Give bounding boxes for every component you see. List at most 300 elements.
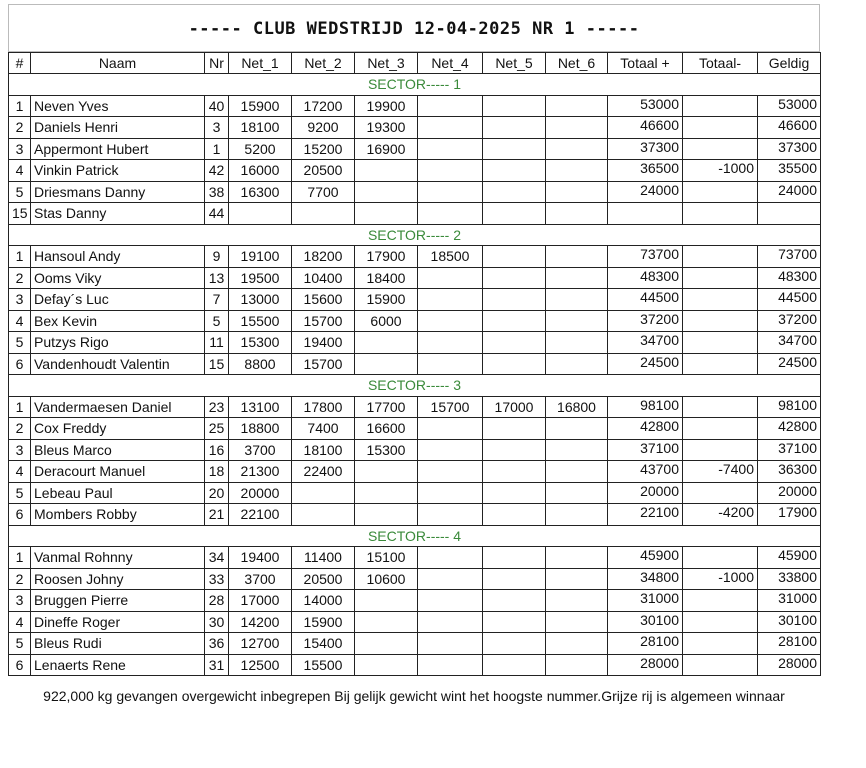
cell-valid: 98100 bbox=[758, 396, 821, 418]
header-row bbox=[9, 53, 821, 74]
col-header-net3: Net_3 bbox=[355, 53, 418, 74]
cell-valid: 48300 bbox=[758, 267, 821, 289]
cell-valid: 24500 bbox=[758, 353, 821, 375]
cell-nr: 40 bbox=[205, 95, 229, 117]
cell-total-plus: 98100 bbox=[608, 396, 683, 418]
cell-net3: 10600 bbox=[355, 568, 418, 590]
cell-net6 bbox=[546, 181, 608, 203]
cell-name: Defay´s Luc bbox=[31, 289, 205, 311]
cell-total-plus: 48300 bbox=[608, 267, 683, 289]
cell-total-plus: 28100 bbox=[608, 633, 683, 655]
table-row bbox=[9, 654, 821, 676]
cell-net4 bbox=[418, 611, 483, 633]
cell-total-minus: -4200 bbox=[683, 504, 758, 526]
cell-rank: 1 bbox=[9, 547, 31, 569]
cell-nr: 44 bbox=[205, 203, 229, 225]
cell-net4: 18500 bbox=[418, 246, 483, 268]
cell-net2: 15900 bbox=[292, 611, 355, 633]
cell-nr: 42 bbox=[205, 160, 229, 182]
cell-net5: 17000 bbox=[483, 396, 546, 418]
col-header-total-minus: Totaal- bbox=[683, 53, 758, 74]
cell-valid: 33800 bbox=[758, 568, 821, 590]
cell-net1: 5200 bbox=[229, 138, 292, 160]
cell-net2: 20500 bbox=[292, 568, 355, 590]
cell-net2: 11400 bbox=[292, 547, 355, 569]
cell-nr: 1 bbox=[205, 138, 229, 160]
cell-total-plus: 45900 bbox=[608, 547, 683, 569]
table-row bbox=[9, 267, 821, 289]
cell-total-minus bbox=[683, 203, 758, 225]
cell-total-minus bbox=[683, 482, 758, 504]
table-row bbox=[9, 332, 821, 354]
cell-net6 bbox=[546, 267, 608, 289]
cell-net5 bbox=[483, 568, 546, 590]
sector-header bbox=[9, 224, 821, 246]
table-row bbox=[9, 633, 821, 655]
cell-net4 bbox=[418, 461, 483, 483]
cell-total-minus: -7400 bbox=[683, 461, 758, 483]
table-row bbox=[9, 138, 821, 160]
cell-rank: 6 bbox=[9, 353, 31, 375]
cell-rank: 2 bbox=[9, 418, 31, 440]
cell-total-minus bbox=[683, 181, 758, 203]
table-row bbox=[9, 289, 821, 311]
cell-total-plus: 30100 bbox=[608, 611, 683, 633]
cell-total-plus: 24500 bbox=[608, 353, 683, 375]
cell-total-minus: -1000 bbox=[683, 568, 758, 590]
cell-total-minus bbox=[683, 547, 758, 569]
cell-total-minus bbox=[683, 310, 758, 332]
cell-net1: 19100 bbox=[229, 246, 292, 268]
cell-net4 bbox=[418, 267, 483, 289]
cell-nr: 36 bbox=[205, 633, 229, 655]
cell-total-minus bbox=[683, 396, 758, 418]
cell-valid bbox=[758, 203, 821, 225]
cell-rank: 5 bbox=[9, 332, 31, 354]
cell-net4 bbox=[418, 504, 483, 526]
cell-nr: 15 bbox=[205, 353, 229, 375]
cell-total-plus: 46600 bbox=[608, 117, 683, 139]
cell-rank: 4 bbox=[9, 310, 31, 332]
cell-net1: 21300 bbox=[229, 461, 292, 483]
cell-total-minus bbox=[683, 611, 758, 633]
cell-net1: 18100 bbox=[229, 117, 292, 139]
cell-net1: 20000 bbox=[229, 482, 292, 504]
table-row bbox=[9, 160, 821, 182]
cell-net3 bbox=[355, 181, 418, 203]
cell-total-plus: 24000 bbox=[608, 181, 683, 203]
cell-net3: 16600 bbox=[355, 418, 418, 440]
cell-rank: 5 bbox=[9, 482, 31, 504]
cell-net4: 15700 bbox=[418, 396, 483, 418]
cell-name: Ooms Viky bbox=[31, 267, 205, 289]
cell-total-plus: 73700 bbox=[608, 246, 683, 268]
cell-net5 bbox=[483, 138, 546, 160]
cell-rank: 1 bbox=[9, 95, 31, 117]
col-header-net4: Net_4 bbox=[418, 53, 483, 74]
cell-name: Deracourt Manuel bbox=[31, 461, 205, 483]
cell-net6: 16800 bbox=[546, 396, 608, 418]
cell-rank: 5 bbox=[9, 181, 31, 203]
cell-net2: 18200 bbox=[292, 246, 355, 268]
col-header-net1: Net_1 bbox=[229, 53, 292, 74]
cell-net4 bbox=[418, 332, 483, 354]
cell-net6 bbox=[546, 482, 608, 504]
cell-net3 bbox=[355, 482, 418, 504]
cell-net5 bbox=[483, 504, 546, 526]
cell-total-plus: 53000 bbox=[608, 95, 683, 117]
cell-net2: 19400 bbox=[292, 332, 355, 354]
cell-net1: 12500 bbox=[229, 654, 292, 676]
cell-net1: 19500 bbox=[229, 267, 292, 289]
cell-net6 bbox=[546, 160, 608, 182]
cell-rank: 6 bbox=[9, 504, 31, 526]
cell-net2: 18100 bbox=[292, 439, 355, 461]
sector-label: SECTOR----- 3 bbox=[9, 375, 821, 397]
table-row bbox=[9, 461, 821, 483]
cell-net6 bbox=[546, 633, 608, 655]
cell-net1: 12700 bbox=[229, 633, 292, 655]
cell-valid: 73700 bbox=[758, 246, 821, 268]
table-row bbox=[9, 117, 821, 139]
cell-net4 bbox=[418, 160, 483, 182]
cell-net1: 16300 bbox=[229, 181, 292, 203]
cell-nr: 31 bbox=[205, 654, 229, 676]
col-header-net6: Net_6 bbox=[546, 53, 608, 74]
cell-valid: 28100 bbox=[758, 633, 821, 655]
cell-total-plus: 36500 bbox=[608, 160, 683, 182]
cell-net5 bbox=[483, 353, 546, 375]
table-row bbox=[9, 95, 821, 117]
cell-nr: 20 bbox=[205, 482, 229, 504]
cell-rank: 1 bbox=[9, 396, 31, 418]
cell-net3 bbox=[355, 461, 418, 483]
cell-net4 bbox=[418, 590, 483, 612]
col-header-nr: Nr bbox=[205, 53, 229, 74]
cell-nr: 21 bbox=[205, 504, 229, 526]
cell-valid: 53000 bbox=[758, 95, 821, 117]
col-header-valid: Geldig bbox=[758, 53, 821, 74]
cell-net2: 7700 bbox=[292, 181, 355, 203]
table-row bbox=[9, 611, 821, 633]
cell-name: Bex Kevin bbox=[31, 310, 205, 332]
cell-net2: 20500 bbox=[292, 160, 355, 182]
cell-net6 bbox=[546, 568, 608, 590]
table-row bbox=[9, 568, 821, 590]
cell-valid: 46600 bbox=[758, 117, 821, 139]
cell-rank: 5 bbox=[9, 633, 31, 655]
cell-net5 bbox=[483, 160, 546, 182]
cell-total-minus bbox=[683, 654, 758, 676]
cell-valid: 30100 bbox=[758, 611, 821, 633]
cell-name: Bleus Rudi bbox=[31, 633, 205, 655]
cell-rank: 3 bbox=[9, 138, 31, 160]
cell-net2: 17800 bbox=[292, 396, 355, 418]
cell-total-plus: 44500 bbox=[608, 289, 683, 311]
table-row bbox=[9, 482, 821, 504]
cell-net6 bbox=[546, 418, 608, 440]
cell-net3 bbox=[355, 504, 418, 526]
cell-net6 bbox=[546, 461, 608, 483]
cell-name: Bruggen Pierre bbox=[31, 590, 205, 612]
cell-net4 bbox=[418, 568, 483, 590]
cell-net6 bbox=[546, 203, 608, 225]
cell-name: Vandermaesen Daniel bbox=[31, 396, 205, 418]
cell-total-minus bbox=[683, 439, 758, 461]
cell-net3: 17900 bbox=[355, 246, 418, 268]
table-row bbox=[9, 246, 821, 268]
cell-nr: 38 bbox=[205, 181, 229, 203]
cell-name: Bleus Marco bbox=[31, 439, 205, 461]
cell-total-minus bbox=[683, 246, 758, 268]
cell-net1: 8800 bbox=[229, 353, 292, 375]
cell-net5 bbox=[483, 482, 546, 504]
cell-nr: 3 bbox=[205, 117, 229, 139]
cell-net5 bbox=[483, 439, 546, 461]
cell-net3: 18400 bbox=[355, 267, 418, 289]
cell-total-minus: -1000 bbox=[683, 160, 758, 182]
cell-nr: 9 bbox=[205, 246, 229, 268]
cell-nr: 7 bbox=[205, 289, 229, 311]
cell-valid: 37200 bbox=[758, 310, 821, 332]
sector-label: SECTOR----- 2 bbox=[9, 224, 821, 246]
cell-name: Hansoul Andy bbox=[31, 246, 205, 268]
cell-rank: 3 bbox=[9, 590, 31, 612]
cell-nr: 34 bbox=[205, 547, 229, 569]
cell-net1: 13000 bbox=[229, 289, 292, 311]
cell-net4 bbox=[418, 117, 483, 139]
cell-net2: 15700 bbox=[292, 353, 355, 375]
cell-valid: 34700 bbox=[758, 332, 821, 354]
cell-net2: 7400 bbox=[292, 418, 355, 440]
cell-net1: 19400 bbox=[229, 547, 292, 569]
sector-header bbox=[9, 375, 821, 397]
cell-total-plus: 37300 bbox=[608, 138, 683, 160]
cell-net5 bbox=[483, 633, 546, 655]
table-row bbox=[9, 396, 821, 418]
cell-net5 bbox=[483, 547, 546, 569]
cell-net4 bbox=[418, 654, 483, 676]
cell-valid: 24000 bbox=[758, 181, 821, 203]
cell-net5 bbox=[483, 310, 546, 332]
cell-net3: 15100 bbox=[355, 547, 418, 569]
cell-nr: 5 bbox=[205, 310, 229, 332]
cell-total-minus bbox=[683, 117, 758, 139]
col-header-rank: # bbox=[9, 53, 31, 74]
cell-net3 bbox=[355, 611, 418, 633]
cell-name: Daniels Henri bbox=[31, 117, 205, 139]
cell-net5 bbox=[483, 590, 546, 612]
cell-nr: 13 bbox=[205, 267, 229, 289]
cell-net4 bbox=[418, 633, 483, 655]
cell-name: Lebeau Paul bbox=[31, 482, 205, 504]
cell-total-minus bbox=[683, 418, 758, 440]
cell-total-minus bbox=[683, 267, 758, 289]
cell-net6 bbox=[546, 611, 608, 633]
cell-net2: 22400 bbox=[292, 461, 355, 483]
cell-net4 bbox=[418, 439, 483, 461]
cell-name: Mombers Robby bbox=[31, 504, 205, 526]
cell-net6 bbox=[546, 117, 608, 139]
cell-net5 bbox=[483, 654, 546, 676]
cell-nr: 23 bbox=[205, 396, 229, 418]
cell-net4 bbox=[418, 138, 483, 160]
cell-net6 bbox=[546, 95, 608, 117]
results-table bbox=[8, 52, 821, 676]
cell-name: Appermont Hubert bbox=[31, 138, 205, 160]
cell-net1: 16000 bbox=[229, 160, 292, 182]
cell-nr: 25 bbox=[205, 418, 229, 440]
cell-total-plus: 31000 bbox=[608, 590, 683, 612]
cell-rank: 3 bbox=[9, 439, 31, 461]
table-row bbox=[9, 353, 821, 375]
cell-net2: 17200 bbox=[292, 95, 355, 117]
cell-total-minus bbox=[683, 590, 758, 612]
cell-net6 bbox=[546, 504, 608, 526]
cell-rank: 1 bbox=[9, 246, 31, 268]
col-header-total-plus: Totaal + bbox=[608, 53, 683, 74]
cell-net5 bbox=[483, 267, 546, 289]
cell-total-plus: 20000 bbox=[608, 482, 683, 504]
col-header-name: Naam bbox=[31, 53, 205, 74]
cell-net5 bbox=[483, 332, 546, 354]
cell-net3 bbox=[355, 332, 418, 354]
cell-net4 bbox=[418, 289, 483, 311]
cell-net1 bbox=[229, 203, 292, 225]
cell-net5 bbox=[483, 246, 546, 268]
table-row bbox=[9, 418, 821, 440]
cell-valid: 36300 bbox=[758, 461, 821, 483]
cell-name: Dineffe Roger bbox=[31, 611, 205, 633]
cell-net5 bbox=[483, 289, 546, 311]
cell-valid: 28000 bbox=[758, 654, 821, 676]
cell-net1: 15500 bbox=[229, 310, 292, 332]
cell-net4 bbox=[418, 547, 483, 569]
cell-total-plus: 28000 bbox=[608, 654, 683, 676]
cell-name: Roosen Johny bbox=[31, 568, 205, 590]
cell-total-minus bbox=[683, 353, 758, 375]
sector-header bbox=[9, 525, 821, 547]
table-row bbox=[9, 439, 821, 461]
sector-label: SECTOR----- 4 bbox=[9, 525, 821, 547]
cell-total-plus: 34800 bbox=[608, 568, 683, 590]
cell-total-minus bbox=[683, 633, 758, 655]
cell-rank: 3 bbox=[9, 289, 31, 311]
cell-name: Putzys Rigo bbox=[31, 332, 205, 354]
cell-net1: 13100 bbox=[229, 396, 292, 418]
cell-net6 bbox=[546, 439, 608, 461]
cell-nr: 30 bbox=[205, 611, 229, 633]
sector-label: SECTOR----- 1 bbox=[9, 74, 821, 96]
cell-net2: 15400 bbox=[292, 633, 355, 655]
cell-rank: 4 bbox=[9, 160, 31, 182]
cell-name: Neven Yves bbox=[31, 95, 205, 117]
cell-nr: 33 bbox=[205, 568, 229, 590]
cell-nr: 18 bbox=[205, 461, 229, 483]
cell-net1: 18800 bbox=[229, 418, 292, 440]
footer-note: 922,000 kg gevangen overgewicht inbegrepen Bij gelijk gewicht wint het hoogste nummer.Grijze rij is algemeen winnaar bbox=[43, 688, 785, 704]
cell-net4 bbox=[418, 203, 483, 225]
cell-net5 bbox=[483, 418, 546, 440]
cell-net5 bbox=[483, 181, 546, 203]
cell-net1: 3700 bbox=[229, 568, 292, 590]
cell-net3: 19900 bbox=[355, 95, 418, 117]
cell-net1: 22100 bbox=[229, 504, 292, 526]
cell-rank: 2 bbox=[9, 267, 31, 289]
cell-net5 bbox=[483, 95, 546, 117]
cell-valid: 17900 bbox=[758, 504, 821, 526]
cell-valid: 37300 bbox=[758, 138, 821, 160]
table-row bbox=[9, 547, 821, 569]
table-row bbox=[9, 504, 821, 526]
cell-valid: 45900 bbox=[758, 547, 821, 569]
table-row bbox=[9, 310, 821, 332]
cell-net1: 15300 bbox=[229, 332, 292, 354]
cell-net5 bbox=[483, 611, 546, 633]
col-header-net5: Net_5 bbox=[483, 53, 546, 74]
cell-net6 bbox=[546, 246, 608, 268]
cell-net2: 15600 bbox=[292, 289, 355, 311]
cell-net3 bbox=[355, 633, 418, 655]
cell-net6 bbox=[546, 547, 608, 569]
title-box bbox=[8, 4, 820, 52]
cell-name: Cox Freddy bbox=[31, 418, 205, 440]
cell-valid: 42800 bbox=[758, 418, 821, 440]
cell-net2 bbox=[292, 504, 355, 526]
cell-valid: 31000 bbox=[758, 590, 821, 612]
cell-net3 bbox=[355, 590, 418, 612]
cell-net2: 15200 bbox=[292, 138, 355, 160]
cell-valid: 44500 bbox=[758, 289, 821, 311]
cell-net3: 19300 bbox=[355, 117, 418, 139]
cell-net6 bbox=[546, 654, 608, 676]
cell-name: Stas Danny bbox=[31, 203, 205, 225]
cell-total-plus: 42800 bbox=[608, 418, 683, 440]
cell-net6 bbox=[546, 289, 608, 311]
cell-net3: 15300 bbox=[355, 439, 418, 461]
cell-net2: 14000 bbox=[292, 590, 355, 612]
cell-net4 bbox=[418, 95, 483, 117]
cell-net3 bbox=[355, 654, 418, 676]
cell-name: Driesmans Danny bbox=[31, 181, 205, 203]
cell-net2 bbox=[292, 482, 355, 504]
cell-net4 bbox=[418, 353, 483, 375]
cell-name: Vandenhoudt Valentin bbox=[31, 353, 205, 375]
cell-rank: 2 bbox=[9, 117, 31, 139]
cell-rank: 4 bbox=[9, 611, 31, 633]
cell-net3: 6000 bbox=[355, 310, 418, 332]
cell-total-plus bbox=[608, 203, 683, 225]
cell-total-plus: 22100 bbox=[608, 504, 683, 526]
cell-net3: 16900 bbox=[355, 138, 418, 160]
cell-net3 bbox=[355, 203, 418, 225]
table-row bbox=[9, 181, 821, 203]
table-row bbox=[9, 590, 821, 612]
cell-total-minus bbox=[683, 138, 758, 160]
sector-header bbox=[9, 74, 821, 96]
cell-net6 bbox=[546, 138, 608, 160]
cell-net2: 15700 bbox=[292, 310, 355, 332]
cell-valid: 35500 bbox=[758, 160, 821, 182]
cell-net3: 15900 bbox=[355, 289, 418, 311]
cell-net2: 9200 bbox=[292, 117, 355, 139]
col-header-net2: Net_2 bbox=[292, 53, 355, 74]
cell-net6 bbox=[546, 590, 608, 612]
cell-valid: 20000 bbox=[758, 482, 821, 504]
table-row bbox=[9, 203, 821, 225]
cell-net6 bbox=[546, 310, 608, 332]
cell-total-minus bbox=[683, 289, 758, 311]
